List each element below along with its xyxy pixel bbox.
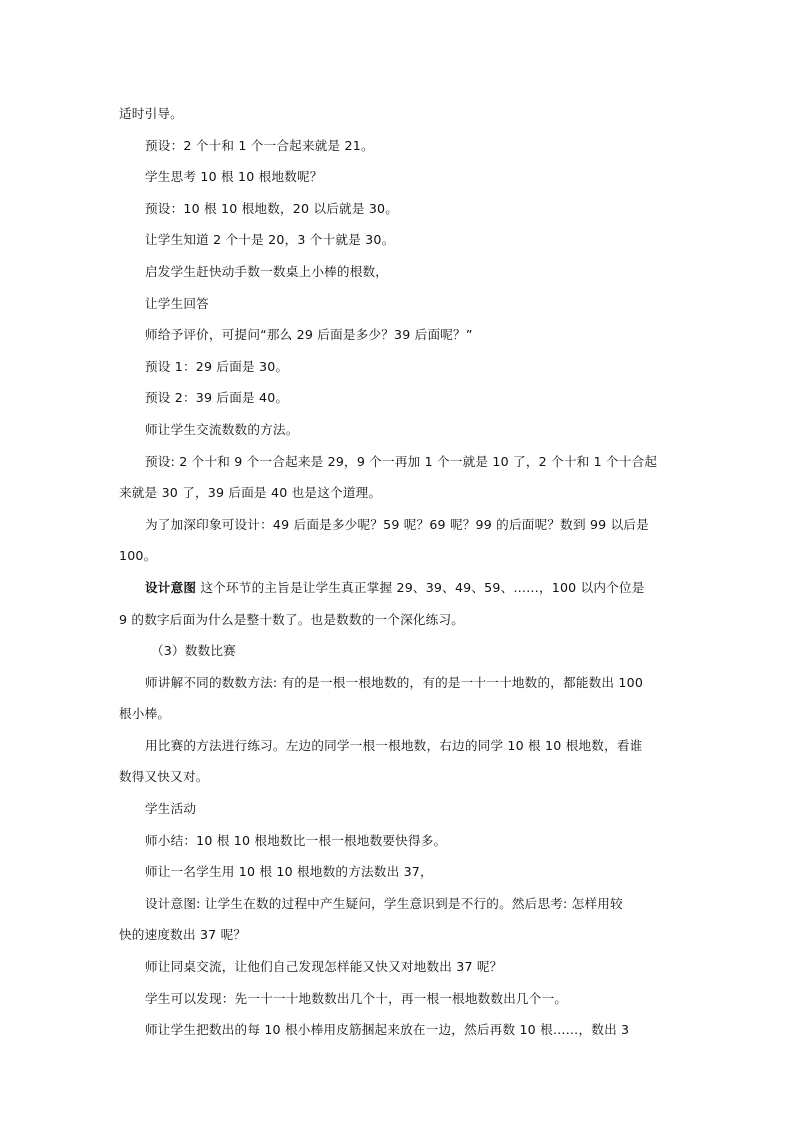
- paragraph-line: 师让学生把数出的每 10 根小棒用皮筋捆起来放在一边，然后再数 10 根……，数出 3: [145, 1022, 630, 1038]
- paragraph-line: 预设：10 根 10 根地数，20 以后就是 30。: [145, 200, 399, 216]
- paragraph-line: 快的速度数出 37 呢？: [119, 927, 247, 943]
- paragraph-line: 100。: [119, 548, 157, 564]
- paragraph-line: 学生活动: [145, 801, 197, 817]
- paragraph-line: 预设：2 个十和 1 个一合起来就是 21。: [145, 137, 374, 153]
- paragraph-line: 师让一名学生用 10 根 10 根地数的方法数出 37，: [145, 864, 433, 880]
- paragraph-line: 数得又快又对。: [119, 769, 209, 785]
- paragraph-line: 来就是 30 了，39 后面是 40 也是这个道理。: [119, 485, 382, 501]
- design-intent-label: 设计意图: [145, 579, 197, 595]
- paragraph-line: 预设: 2 个十和 9 个一合起来是 29，9 个一再加 1 个一就是 10 了，2 个十和 1 个十合起: [145, 453, 658, 469]
- paragraph-line: 让学生回答: [145, 295, 209, 311]
- paragraph-text: 这个环节的主旨是让学生真正掌握 29、39、49、59、……，100 以内个位是: [196, 579, 645, 595]
- paragraph-line: [119, 572, 679, 604]
- paragraph-line: 师小结：10 根 10 根地数比一根一根地数要快得多。: [145, 832, 447, 848]
- paragraph-line: 9 的数字后面为什么是整十数了。也是数数的一个深化练习。: [119, 611, 465, 627]
- section-heading: （3）数数比赛: [151, 643, 236, 659]
- paragraph-line: 为了加深印象可设计：49 后面是多少呢？59 呢？69 呢？99 的后面呢？数到 99 以后是: [145, 516, 649, 532]
- paragraph-line: 学生思考 10 根 10 根地数呢？: [145, 169, 323, 185]
- paragraph-line: 让学生知道 2 个十是 20，3 个十就是 30。: [145, 232, 395, 248]
- paragraph-line: 根小棒。: [119, 706, 171, 722]
- paragraph-line: 适时引导。: [119, 106, 183, 121]
- paragraph-line: 预设 2：39 后面是 40。: [145, 390, 289, 406]
- paragraph-line: 师给予评价，可提问“那么 29 后面是多少？39 后面呢？”: [145, 327, 473, 343]
- paragraph-line: 用比赛的方法进行练习。左边的同学一根一根地数，右边的同学 10 根 10 根地数，看谁: [145, 737, 643, 753]
- paragraph-line: 师让同桌交流，让他们自己发现怎样能又快又对地数出 37 呢？: [145, 959, 503, 975]
- paragraph-line: 学生可以发现：先一十一十地数数出几个十，再一根一根地数数出几个一。: [145, 990, 568, 1006]
- paragraph-line: 设计意图: 让学生在数的过程中产生疑问，学生意识到是不行的。然后思考: 怎样用较: [145, 895, 623, 911]
- paragraph-line: 预设 1：29 后面是 30。: [145, 358, 289, 374]
- paragraph-line: 启发学生赶快动手数一数桌上小棒的根数，: [145, 263, 389, 279]
- paragraph-line: 师讲解不同的数数方法: 有的是一根一根地数的，有的是一十一十地数的，都能数出 100: [145, 674, 644, 690]
- paragraph-line: 师让学生交流数数的方法。: [145, 421, 299, 437]
- document-page: [119, 98, 679, 1046]
